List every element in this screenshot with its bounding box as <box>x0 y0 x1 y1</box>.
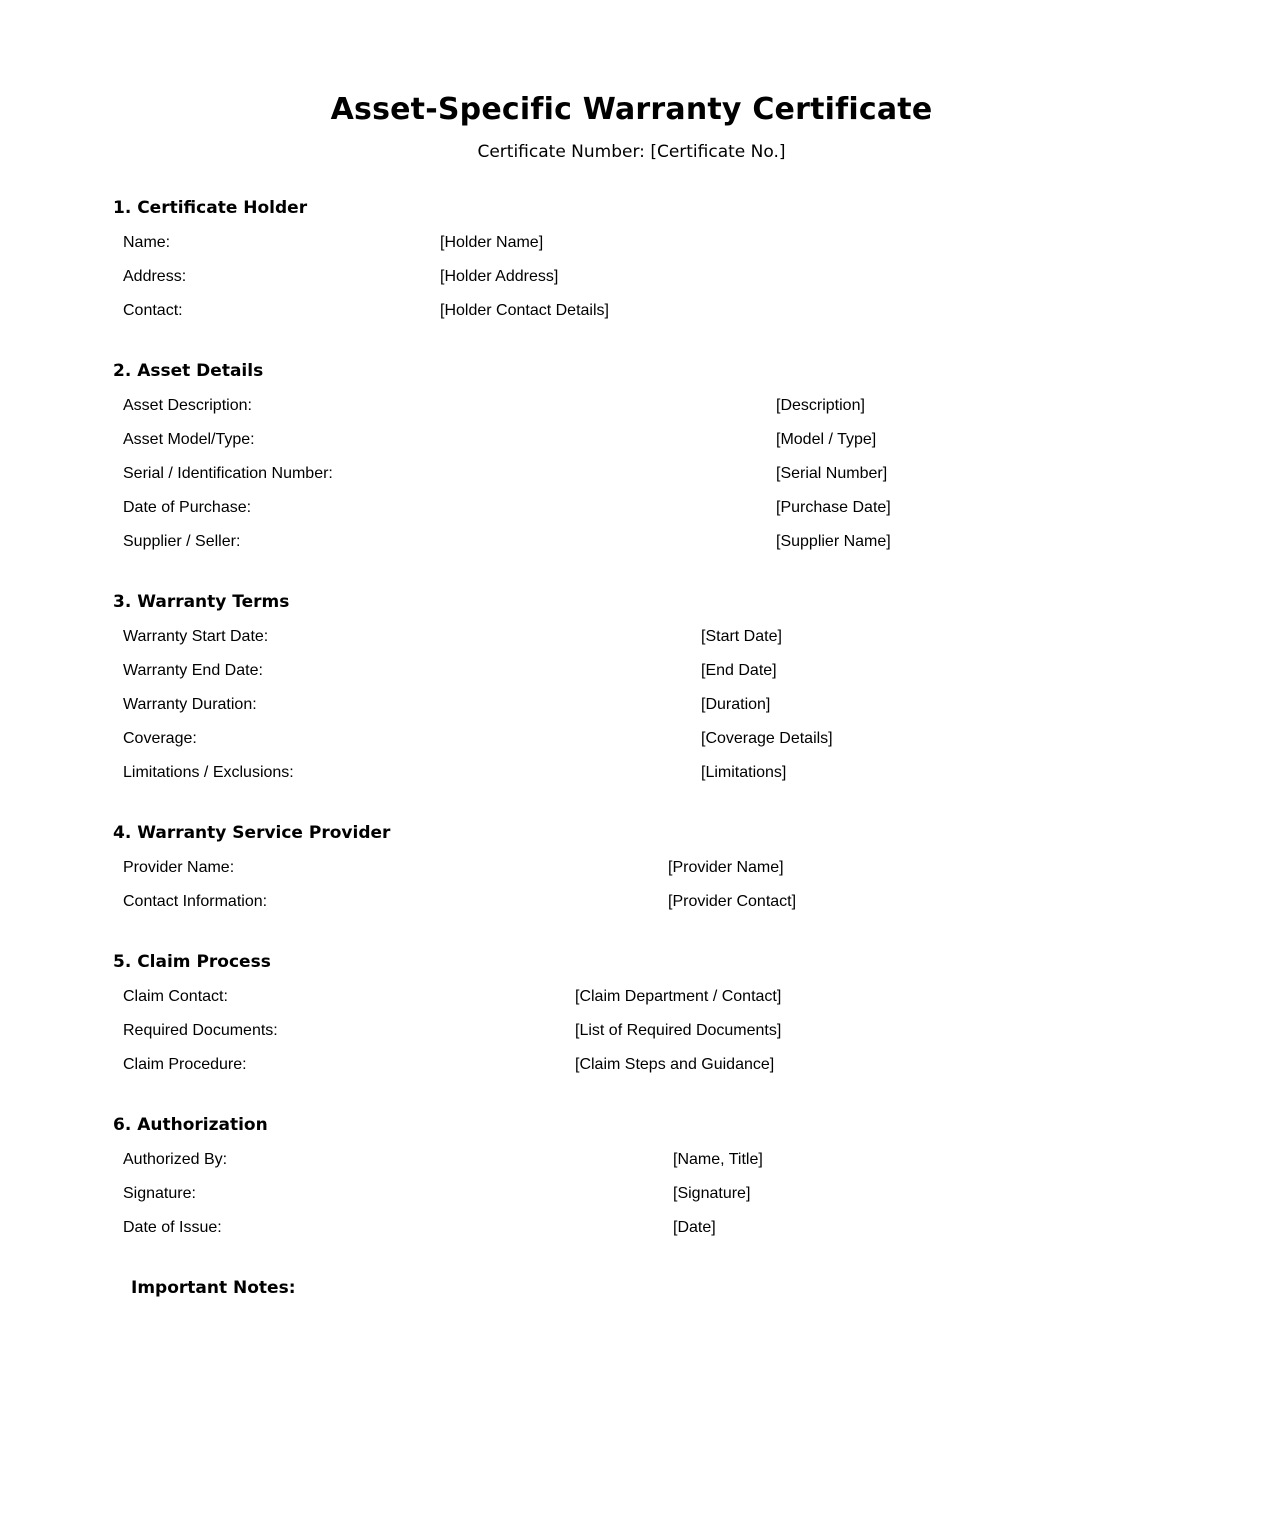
section-heading: 2. Asset Details <box>113 361 264 381</box>
field-value: [Claim Department / Contact] <box>575 988 782 1005</box>
field-value: [Coverage Details] <box>701 730 833 747</box>
field-value: [Supplier Name] <box>776 533 891 550</box>
field-value: [Provider Name] <box>668 859 784 876</box>
field-list <box>113 626 1153 796</box>
field-label: Asset Description: <box>123 397 252 414</box>
field-list <box>113 1149 1153 1251</box>
field-value: [Limitations] <box>701 764 787 781</box>
section-certificate-holder <box>113 196 1153 334</box>
field-label: Contact Information: <box>123 893 268 910</box>
field-row-serial-number <box>123 463 1153 497</box>
field-list <box>113 986 1153 1088</box>
section-asset-details <box>113 359 1153 565</box>
field-label: Name: <box>123 234 171 251</box>
field-label: Address: <box>123 268 187 285</box>
field-row-required-documents <box>123 1020 1153 1054</box>
field-row-authorized-by <box>123 1149 1153 1183</box>
field-value: [Date] <box>673 1219 716 1236</box>
section-service-provider <box>113 821 1153 925</box>
field-value: [Purchase Date] <box>776 499 891 516</box>
field-row-claim-contact <box>123 986 1153 1020</box>
field-label: Warranty Start Date: <box>123 628 269 645</box>
important-notes-heading: Important Notes: <box>131 1278 296 1298</box>
field-row-asset-description <box>123 395 1153 429</box>
field-row-provider-name <box>123 857 1153 891</box>
field-row-purchase-date <box>123 497 1153 531</box>
field-row-signature <box>123 1183 1153 1217</box>
field-value: [Holder Name] <box>440 234 544 251</box>
field-row-address <box>123 266 1153 300</box>
field-value: [Model / Type] <box>776 431 877 448</box>
field-label: Signature: <box>123 1185 196 1202</box>
section-heading: 3. Warranty Terms <box>113 592 290 612</box>
field-label: Serial / Identification Number: <box>123 465 333 482</box>
field-label: Claim Procedure: <box>123 1056 247 1073</box>
field-value: [Name, Title] <box>673 1151 763 1168</box>
section-heading: 5. Claim Process <box>113 952 271 972</box>
field-row-name <box>123 232 1153 266</box>
field-label: Claim Contact: <box>123 988 228 1005</box>
field-label: Limitations / Exclusions: <box>123 764 294 781</box>
field-value: [Provider Contact] <box>668 893 797 910</box>
field-row-provider-contact <box>123 891 1153 925</box>
field-value: [Holder Contact Details] <box>440 302 609 319</box>
field-label: Asset Model/Type: <box>123 431 255 448</box>
field-label: Date of Purchase: <box>123 499 252 516</box>
field-label: Contact: <box>123 302 183 319</box>
field-row-duration <box>123 694 1153 728</box>
field-label: Date of Issue: <box>123 1219 222 1236</box>
field-label: Required Documents: <box>123 1022 278 1039</box>
field-value: [Description] <box>776 397 865 414</box>
field-row-contact <box>123 300 1153 334</box>
field-value: [Holder Address] <box>440 268 559 285</box>
field-label: Supplier / Seller: <box>123 533 241 550</box>
field-row-asset-model <box>123 429 1153 463</box>
field-row-claim-procedure <box>123 1054 1153 1088</box>
field-value: [Signature] <box>673 1185 751 1202</box>
field-value: [Start Date] <box>701 628 782 645</box>
field-list <box>113 232 1153 334</box>
field-label: Provider Name: <box>123 859 235 876</box>
field-label: Warranty Duration: <box>123 696 257 713</box>
field-row-date-of-issue <box>123 1217 1153 1251</box>
field-label: Authorized By: <box>123 1151 228 1168</box>
certificate-number-value: [Certificate No.] <box>650 142 786 162</box>
field-value: [Claim Steps and Guidance] <box>575 1056 775 1073</box>
field-row-start-date <box>123 626 1153 660</box>
field-label: Warranty End Date: <box>123 662 263 679</box>
field-list <box>113 857 1153 925</box>
certificate-number-line <box>0 140 1263 164</box>
field-row-supplier <box>123 531 1153 565</box>
field-row-coverage <box>123 728 1153 762</box>
section-authorization <box>113 1113 1153 1251</box>
section-heading: 4. Warranty Service Provider <box>113 823 391 843</box>
field-value: [End Date] <box>701 662 777 679</box>
section-heading: 1. Certificate Holder <box>113 198 308 218</box>
certificate-number-label: Certificate Number: <box>477 142 645 162</box>
field-row-limitations <box>123 762 1153 796</box>
document-title: Asset-Specific Warranty Certificate <box>330 92 933 127</box>
section-claim-process <box>113 950 1153 1088</box>
field-row-end-date <box>123 660 1153 694</box>
section-heading: 6. Authorization <box>113 1115 268 1135</box>
field-value: [Duration] <box>701 696 771 713</box>
section-warranty-terms <box>113 590 1153 796</box>
field-label: Coverage: <box>123 730 197 747</box>
field-value: [List of Required Documents] <box>575 1022 782 1039</box>
field-list <box>113 395 1153 565</box>
field-value: [Serial Number] <box>776 465 888 482</box>
